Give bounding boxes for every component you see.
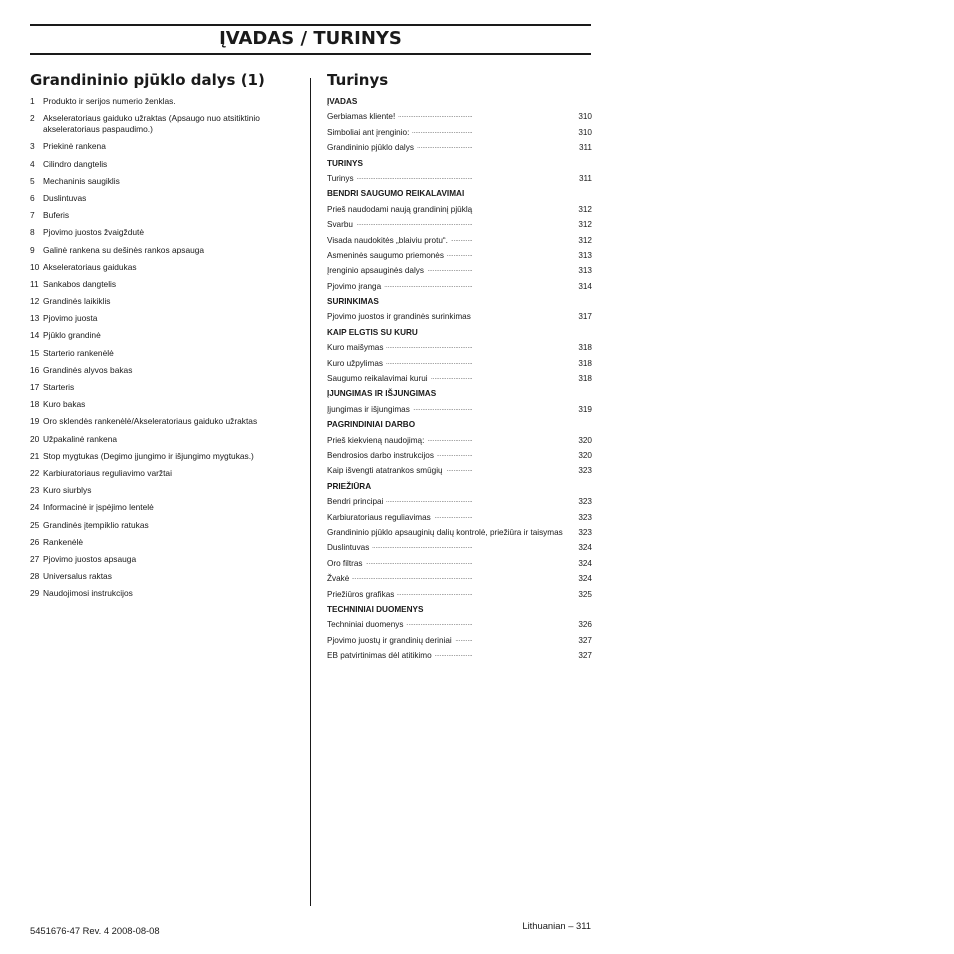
toc-entry-label-wrap	[327, 358, 568, 369]
toc-entry-label-wrap	[327, 589, 568, 600]
toc-entry	[327, 450, 592, 461]
part-number: 8	[30, 227, 35, 238]
part-name: Akseleratoriaus gaiduko užraktas (Apsaugo nuo atsitiktinio akseleratoriaus paspaudimo.)	[43, 113, 260, 135]
toc-entry	[327, 111, 592, 122]
toc-entry-page: 324	[578, 543, 592, 553]
toc-entry-page: 314	[578, 281, 592, 291]
toc-entry	[327, 142, 592, 153]
toc-entry-label-wrap	[327, 219, 568, 230]
part-name: Duslintuvas	[43, 192, 87, 203]
parts-list-item	[30, 502, 300, 513]
part-number: 3	[30, 141, 35, 152]
toc-entry-page: 327	[578, 635, 592, 645]
page-title: ĮVADAS / TURINYS	[219, 28, 402, 49]
toc-entry-label: Asmeninės saugumo priemonės	[327, 251, 447, 260]
toc-entry-label-wrap	[327, 204, 568, 215]
part-name: Grandinės įtempiklio ratukas	[43, 519, 149, 530]
part-number: 13	[30, 313, 40, 324]
parts-list-section	[30, 70, 300, 605]
part-name: Kuro bakas	[43, 399, 86, 410]
toc-entry-label: Įjungimas ir išjungimas	[327, 405, 413, 414]
toc-entry-label-wrap	[327, 404, 568, 415]
toc-entry-label-wrap	[327, 496, 568, 507]
toc-section-heading: PRIEŽIŪRA	[327, 481, 372, 491]
part-name: Pjovimo juosta	[43, 313, 98, 324]
column-divider	[310, 78, 311, 906]
toc-entry-page: 313	[578, 250, 592, 260]
part-name: Oro sklendės rankenėlė/Akseleratoriaus gaiduko užraktas	[43, 416, 258, 427]
toc-entry-label: Turinys	[327, 174, 357, 183]
toc-entry-page: 320	[578, 435, 592, 445]
toc-entry	[327, 235, 592, 246]
part-name: Cilindro dangtelis	[43, 158, 108, 169]
toc-entry-label-wrap	[327, 635, 568, 646]
toc-entry-label: Prieš kiekvieną naudojimą:	[327, 436, 427, 445]
part-number: 24	[30, 502, 40, 513]
toc-entry-label: Simboliai ant įrenginio:	[327, 128, 412, 137]
toc-entry-label-wrap	[327, 450, 568, 461]
toc-entry-page: 324	[578, 558, 592, 568]
parts-list-item	[30, 571, 300, 582]
toc-entry	[327, 635, 592, 646]
part-number: 27	[30, 553, 40, 564]
part-name: Galinė rankena su dešinės rankos apsauga	[43, 244, 205, 255]
toc-entry	[327, 204, 592, 215]
part-number: 12	[30, 296, 40, 307]
toc-entry-label: Techniniai duomenys	[327, 620, 406, 629]
part-number: 9	[30, 244, 35, 255]
part-name: Stop mygtukas (Degimo įjungimo ir išjungimo mygtukas.)	[43, 450, 254, 461]
toc-entry-page: 318	[578, 358, 592, 368]
parts-list-item	[30, 348, 300, 359]
part-name: Naudojimosi instrukcijos	[43, 588, 133, 599]
part-name: Priekinė rankena	[43, 141, 106, 152]
part-name: Sankabos dangtelis	[43, 278, 117, 289]
toc-entry	[327, 342, 592, 353]
parts-list-item	[30, 365, 300, 376]
toc-entry-label-wrap	[327, 111, 568, 122]
toc-entry-label-wrap	[327, 527, 568, 538]
parts-list-title: Grandininio pjūklo dalys (1)	[30, 71, 265, 89]
toc-entry-page: 312	[578, 220, 592, 230]
part-number: 10	[30, 261, 40, 272]
toc-entry	[327, 558, 592, 569]
toc-entry-label: Prieš naudodami naują grandininį pjūklą	[327, 205, 475, 214]
parts-list-item	[30, 399, 300, 410]
parts-list-item	[30, 554, 300, 565]
part-number: 26	[30, 536, 40, 547]
part-name: Pjūklo grandinė	[43, 330, 101, 341]
toc-entry-page: 319	[578, 404, 592, 414]
part-name: Starteris	[43, 382, 75, 392]
toc-entry-page: 323	[578, 497, 592, 507]
toc-entry-label: Kuro maišymas	[327, 343, 386, 352]
toc-entry-label-wrap	[327, 542, 568, 553]
toc-list	[327, 96, 592, 661]
toc-entry-page: 317	[578, 312, 592, 322]
part-name: Universalus raktas	[43, 571, 112, 582]
parts-list-item	[30, 176, 300, 187]
part-number: 19	[30, 416, 40, 427]
toc-entry-page: 318	[578, 374, 592, 384]
toc-section-heading: ĮJUNGIMAS IR IŠJUNGIMAS	[327, 389, 437, 399]
part-number: 14	[30, 330, 40, 341]
toc-entry	[327, 527, 592, 538]
parts-list-item	[30, 382, 300, 393]
toc-entry-label-wrap	[327, 235, 568, 246]
part-name: Mechaninis saugiklis	[43, 175, 120, 186]
toc-entry	[327, 219, 592, 230]
part-number: 22	[30, 467, 40, 478]
toc-entry	[327, 435, 592, 446]
toc-entry-label: Gerbiamas kliente!	[327, 112, 398, 121]
toc-entry-label-wrap	[327, 619, 568, 630]
part-number: 2	[30, 113, 35, 124]
part-name: Informacinė ir įspėjimo lentelė	[43, 502, 154, 513]
part-number: 11	[30, 278, 39, 289]
toc-entry	[327, 265, 592, 276]
toc-entry	[327, 281, 592, 292]
parts-list-item	[30, 330, 300, 341]
toc-entry-page: 323	[578, 527, 592, 537]
parts-list-item	[30, 451, 300, 462]
toc-entry-label-wrap	[327, 142, 568, 153]
toc-section-heading: ĮVADAS	[327, 97, 358, 106]
toc-entry-label-wrap	[327, 342, 568, 353]
part-name: Karbiuratoriaus reguliavimo varžtai	[43, 467, 172, 478]
toc-entry-page: 318	[578, 343, 592, 353]
part-number: 29	[30, 588, 40, 599]
toc-entry-label: Visada naudokitės „blaiviu protu“.	[327, 236, 451, 245]
toc-entry-label-wrap	[327, 435, 568, 446]
toc-entry	[327, 250, 592, 261]
toc-entry-page: 310	[578, 112, 592, 122]
toc-entry	[327, 542, 592, 553]
toc-entry-label: Žvakė	[327, 574, 352, 583]
toc-entry	[327, 512, 592, 523]
toc-entry	[327, 573, 592, 584]
toc-entry-page: 323	[578, 512, 592, 522]
part-name: Rankenėlė	[43, 536, 84, 547]
toc-entry	[327, 589, 592, 600]
toc-entry	[327, 373, 592, 384]
part-number: 25	[30, 519, 40, 530]
part-name: Grandinės alyvos bakas	[43, 364, 133, 375]
toc-entry-label-wrap	[327, 573, 568, 584]
parts-list-item	[30, 416, 300, 427]
toc-entry-label: Svarbu	[327, 220, 356, 229]
header-rule-bottom	[30, 53, 591, 55]
part-number: 6	[30, 192, 35, 203]
toc-entry-label-wrap	[327, 465, 568, 476]
toc-entry-label-wrap	[327, 265, 568, 276]
toc-entry-label: Bendrosios darbo instrukcijos	[327, 451, 437, 460]
parts-list-item	[30, 210, 300, 221]
toc-entry-label: Kuro užpylimas	[327, 359, 386, 368]
page-number: Lithuanian – 311	[522, 920, 591, 931]
part-name: Pjovimo juostos žvaigždutė	[43, 227, 145, 238]
toc-entry-label: EB patvirtinimas dėl atitikimo	[327, 651, 435, 660]
part-name: Produkto ir serijos numerio ženklas.	[43, 96, 176, 106]
toc-entry-page: 327	[578, 651, 592, 661]
toc-entry	[327, 173, 592, 184]
toc-entry	[327, 465, 592, 476]
toc-entry-page: 311	[578, 143, 592, 153]
part-number: 28	[30, 571, 40, 582]
toc-entry-page: 320	[578, 450, 592, 460]
parts-list-item	[30, 113, 300, 135]
toc-entry	[327, 496, 592, 507]
toc-title: Turinys	[327, 71, 389, 89]
part-number: 1	[30, 96, 35, 106]
toc-entry-page: 324	[578, 574, 592, 584]
toc-entry-label: Grandininio pjūklo apsauginių dalių kontrolė, priežiūra ir taisymas	[327, 528, 566, 537]
part-number: 23	[30, 485, 40, 496]
toc-entry-label-wrap	[327, 373, 568, 384]
part-name: Pjovimo juostos apsauga	[43, 553, 137, 564]
toc-entry-label: Grandininio pjūklo dalys	[327, 143, 417, 152]
part-number: 4	[30, 158, 35, 169]
parts-list-item	[30, 159, 300, 170]
parts-list-item	[30, 141, 300, 152]
part-name: Užpakalinė rankena	[43, 433, 118, 444]
toc-entry-label: Pjovimo įranga	[327, 282, 384, 291]
toc-entry-page: 312	[578, 235, 592, 245]
parts-list-item	[30, 468, 300, 479]
parts-list-item	[30, 313, 300, 324]
parts-list-item	[30, 227, 300, 238]
parts-list-item	[30, 296, 300, 307]
toc-entry-label: Įrenginio apsauginės dalys	[327, 266, 427, 275]
toc-entry-label: Pjovimo juostų ir grandinių deriniai	[327, 636, 455, 645]
toc-entry-page: 310	[578, 127, 592, 137]
toc-entry	[327, 358, 592, 369]
parts-list-item	[30, 520, 300, 531]
toc-entry-label: Karbiuratoriaus reguliavimas	[327, 513, 434, 522]
toc-entry-label-wrap	[327, 311, 568, 322]
toc-entry-label: Saugumo reikalavimai kurui	[327, 374, 431, 383]
parts-list-item	[30, 537, 300, 548]
toc-entry-page: 323	[578, 466, 592, 476]
part-number: 20	[30, 433, 40, 444]
toc-entry-page: 312	[578, 204, 592, 214]
toc-entry	[327, 619, 592, 630]
part-name: Grandinės laikiklis	[43, 296, 111, 307]
parts-list	[30, 96, 300, 599]
toc-entry-label: Priežiūros grafikas	[327, 590, 397, 599]
toc-section-heading: TURINYS	[327, 158, 363, 168]
toc-entry	[327, 650, 592, 661]
toc-entry-label: Duslintuvas	[327, 543, 372, 552]
part-number: 16	[30, 364, 40, 375]
part-name: Kuro siurblys	[43, 485, 92, 496]
document-id: 5451676-47 Rev. 4 2008-08-08	[30, 925, 160, 936]
parts-list-item	[30, 193, 300, 204]
toc-entry-page: 313	[578, 266, 592, 276]
toc-section-heading: SURINKIMAS	[327, 297, 379, 307]
toc-entry	[327, 127, 592, 138]
toc-entry-label-wrap	[327, 558, 568, 569]
toc-entry-label: Pjovimo juostos ir grandinės surinkimas	[327, 312, 474, 321]
toc-section-heading: PAGRINDINIAI DARBO	[327, 420, 416, 430]
toc-entry-label: Bendri principai	[327, 497, 386, 506]
toc-entry-label-wrap	[327, 127, 568, 138]
part-number: 7	[30, 210, 35, 221]
part-number: 17	[30, 382, 40, 392]
parts-list-item	[30, 96, 300, 107]
parts-list-item	[30, 588, 300, 599]
parts-list-item	[30, 262, 300, 273]
toc-entry	[327, 404, 592, 415]
part-name: Starterio rankenėlė	[43, 347, 114, 358]
part-name: Buferis	[43, 210, 70, 221]
toc-entry-label: Kaip išvengti atatrankos smūgių	[327, 466, 446, 475]
toc-section-heading: BENDRI SAUGUMO REIKALAVIMAI	[327, 189, 465, 199]
toc-entry-label: Oro filtras	[327, 559, 366, 568]
toc-entry-label-wrap	[327, 650, 568, 661]
part-number: 18	[30, 399, 40, 410]
part-number: 15	[30, 347, 40, 358]
part-number: 5	[30, 175, 35, 186]
parts-list-item	[30, 434, 300, 445]
parts-list-item	[30, 245, 300, 256]
toc-entry	[327, 311, 592, 322]
table-of-contents	[327, 70, 592, 665]
toc-section-heading: KAIP ELGTIS SU KURU	[327, 327, 418, 337]
part-name: Akseleratoriaus gaidukas	[43, 261, 137, 272]
toc-section-heading: TECHNINIAI DUOMENYS	[327, 604, 424, 614]
toc-entry-page: 311	[578, 173, 592, 183]
toc-entry-page: 326	[578, 620, 592, 630]
toc-entry-label-wrap	[327, 512, 568, 523]
part-number: 21	[30, 450, 40, 461]
toc-entry-label-wrap	[327, 281, 568, 292]
parts-list-item	[30, 279, 300, 290]
toc-entry-page: 325	[578, 589, 592, 599]
toc-entry-label-wrap	[327, 250, 568, 261]
parts-list-item	[30, 485, 300, 496]
toc-entry-label-wrap	[327, 173, 568, 184]
